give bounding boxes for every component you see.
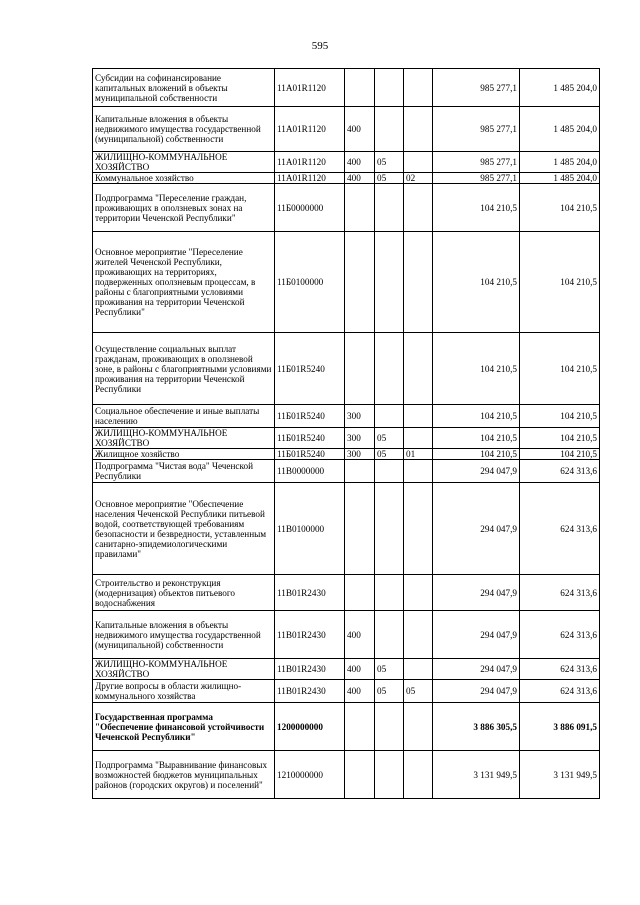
section-code — [375, 611, 404, 659]
amount-year-1: 985 277,1 — [433, 107, 520, 152]
table-row — [93, 173, 600, 184]
row-name: Капитальные вложения в объекты недвижимого имущества государственной (муниципальной) собственности — [93, 107, 275, 152]
expense-type-code: 400 — [345, 173, 375, 184]
target-article-code: 11В0100000 — [275, 483, 345, 575]
row-name: ЖИЛИЩНО-КОММУНАЛЬНОЕ ХОЗЯЙСТВО — [93, 428, 275, 449]
subsection-code — [404, 575, 433, 611]
subsection-code — [404, 483, 433, 575]
table-row — [93, 69, 600, 107]
amount-year-2: 624 313,6 — [520, 611, 600, 659]
expense-type-code: 300 — [345, 405, 375, 428]
amount-year-2: 1 485 204,0 — [520, 173, 600, 184]
budget-table — [92, 68, 600, 799]
expense-type-code — [345, 460, 375, 483]
target-article-code: 11Б01R5240 — [275, 449, 345, 460]
row-name: Подпрограмма "Переселение граждан, проживающих в оползневых зонах на территории Чеченской Республики" — [93, 184, 275, 232]
section-code — [375, 575, 404, 611]
subsection-code — [404, 659, 433, 680]
subsection-code — [404, 428, 433, 449]
target-article-code: 11В0000000 — [275, 460, 345, 483]
row-name: Государственная программа "Обеспечение финансовой устойчивости Чеченской Республики" — [93, 703, 275, 751]
subsection-code — [404, 611, 433, 659]
subsection-code — [404, 152, 433, 173]
target-article-code: 11А01R1120 — [275, 173, 345, 184]
target-article-code: 11Б0000000 — [275, 184, 345, 232]
table-row — [93, 449, 600, 460]
section-code — [375, 333, 404, 405]
subsection-code — [404, 107, 433, 152]
table-row — [93, 575, 600, 611]
subsection-code: 01 — [404, 449, 433, 460]
section-code — [375, 751, 404, 799]
subsection-code — [404, 460, 433, 483]
subsection-code: 02 — [404, 173, 433, 184]
row-name: Социальное обеспечение и иные выплаты населению — [93, 405, 275, 428]
amount-year-1: 985 277,1 — [433, 69, 520, 107]
target-article-code: 11Б01R5240 — [275, 405, 345, 428]
subsection-code: 05 — [404, 680, 433, 703]
table-row — [93, 611, 600, 659]
table-row — [93, 680, 600, 703]
expense-type-code — [345, 703, 375, 751]
section-code — [375, 232, 404, 333]
amount-year-2: 1 485 204,0 — [520, 107, 600, 152]
amount-year-1: 294 047,9 — [433, 575, 520, 611]
table-row — [93, 460, 600, 483]
expense-type-code — [345, 751, 375, 799]
amount-year-1: 104 210,5 — [433, 449, 520, 460]
amount-year-2: 3 131 949,5 — [520, 751, 600, 799]
amount-year-1: 294 047,9 — [433, 460, 520, 483]
subsection-code — [404, 333, 433, 405]
table-row — [93, 751, 600, 799]
page-number: 595 — [311, 40, 329, 52]
amount-year-2: 624 313,6 — [520, 483, 600, 575]
section-code: 05 — [375, 659, 404, 680]
amount-year-1: 294 047,9 — [433, 659, 520, 680]
subsection-code — [404, 232, 433, 333]
target-article-code: 11В01R2430 — [275, 680, 345, 703]
section-code — [375, 69, 404, 107]
section-code: 05 — [375, 428, 404, 449]
expense-type-code — [345, 232, 375, 333]
amount-year-2: 104 210,5 — [520, 449, 600, 460]
section-code: 05 — [375, 173, 404, 184]
amount-year-2: 624 313,6 — [520, 460, 600, 483]
row-name: Жилищное хозяйство — [93, 449, 275, 460]
target-article-code: 1210000000 — [275, 751, 345, 799]
amount-year-2: 624 313,6 — [520, 680, 600, 703]
section-code — [375, 703, 404, 751]
row-name: Подпрограмма "Чистая вода" Чеченской Республики — [93, 460, 275, 483]
target-article-code: 11А01R1120 — [275, 152, 345, 173]
expense-type-code — [345, 575, 375, 611]
amount-year-2: 624 313,6 — [520, 575, 600, 611]
amount-year-2: 104 210,5 — [520, 333, 600, 405]
table-row — [93, 232, 600, 333]
expense-type-code — [345, 184, 375, 232]
section-code: 05 — [375, 152, 404, 173]
section-code: 05 — [375, 680, 404, 703]
row-name: Осуществление социальных выплат гражданам, проживающих в оползневой зоне, в районы с благоприятными условиями проживания на территории Чеченской Республики — [93, 333, 275, 405]
section-code: 05 — [375, 449, 404, 460]
table-row — [93, 152, 600, 173]
target-article-code: 11В01R2430 — [275, 575, 345, 611]
amount-year-1: 3 886 305,5 — [433, 703, 520, 751]
amount-year-2: 104 210,5 — [520, 184, 600, 232]
target-article-code: 11Б0100000 — [275, 232, 345, 333]
expense-type-code — [345, 483, 375, 575]
target-article-code: 1200000000 — [275, 703, 345, 751]
section-code — [375, 483, 404, 575]
subsection-code — [404, 405, 433, 428]
table-row — [93, 107, 600, 152]
target-article-code: 11Б01R5240 — [275, 333, 345, 405]
amount-year-1: 294 047,9 — [433, 680, 520, 703]
expense-type-code — [345, 333, 375, 405]
subsection-code — [404, 703, 433, 751]
section-code — [375, 184, 404, 232]
row-name: Коммунальное хозяйство — [93, 173, 275, 184]
amount-year-1: 3 131 949,5 — [433, 751, 520, 799]
amount-year-1: 294 047,9 — [433, 611, 520, 659]
row-name: Другие вопросы в области жилищно-коммунального хозяйства — [93, 680, 275, 703]
section-code — [375, 107, 404, 152]
row-name: ЖИЛИЩНО-КОММУНАЛЬНОЕ ХОЗЯЙСТВО — [93, 152, 275, 173]
subsection-code — [404, 751, 433, 799]
expense-type-code: 400 — [345, 680, 375, 703]
row-name: Подпрограмма "Выравнивание финансовых возможностей бюджетов муниципальных районов (городских округов) и поселений" — [93, 751, 275, 799]
table-row — [93, 703, 600, 751]
target-article-code: 11А01R1120 — [275, 107, 345, 152]
subsection-code — [404, 184, 433, 232]
target-article-code: 11Б01R5240 — [275, 428, 345, 449]
amount-year-1: 104 210,5 — [433, 405, 520, 428]
amount-year-2: 1 485 204,0 — [520, 69, 600, 107]
row-name: Капитальные вложения в объекты недвижимого имущества государственной (муниципальной) собственности — [93, 611, 275, 659]
expense-type-code: 300 — [345, 428, 375, 449]
subsection-code — [404, 69, 433, 107]
target-article-code: 11В01R2430 — [275, 611, 345, 659]
expense-type-code: 400 — [345, 107, 375, 152]
table-row — [93, 184, 600, 232]
table-row — [93, 483, 600, 575]
table-row — [93, 405, 600, 428]
amount-year-2: 624 313,6 — [520, 659, 600, 680]
amount-year-1: 294 047,9 — [433, 483, 520, 575]
row-name: Основное мероприятие "Обеспечение населения Чеченской Республики питьевой водой, соответствующей требованиям безопасности и безвредности, уставленным санитарно-эпидемиологическими правилами" — [93, 483, 275, 575]
section-code — [375, 405, 404, 428]
amount-year-1: 104 210,5 — [433, 428, 520, 449]
amount-year-2: 3 886 091,5 — [520, 703, 600, 751]
amount-year-2: 104 210,5 — [520, 405, 600, 428]
target-article-code: 11В01R2430 — [275, 659, 345, 680]
table-row — [93, 428, 600, 449]
expense-type-code: 400 — [345, 611, 375, 659]
row-name: Основное мероприятие "Переселение жителей Чеченской Республики, проживающих на территориях, подверженных оползневым процессам, в районы с благоприятными условиями проживания на территории Чеченской Республики" — [93, 232, 275, 333]
amount-year-1: 985 277,1 — [433, 152, 520, 173]
row-name: Строительство и реконструкция (модернизация) объектов питьевого водоснабжения — [93, 575, 275, 611]
amount-year-1: 104 210,5 — [433, 232, 520, 333]
amount-year-1: 104 210,5 — [433, 333, 520, 405]
row-name: Субсидии на софинансирование капитальных вложений в объекты муниципальной собственности — [93, 69, 275, 107]
section-code — [375, 460, 404, 483]
expense-type-code: 400 — [345, 659, 375, 680]
amount-year-1: 104 210,5 — [433, 184, 520, 232]
amount-year-1: 985 277,1 — [433, 173, 520, 184]
table-row — [93, 333, 600, 405]
amount-year-2: 104 210,5 — [520, 232, 600, 333]
expense-type-code: 300 — [345, 449, 375, 460]
amount-year-2: 104 210,5 — [520, 428, 600, 449]
target-article-code: 11А01R1120 — [275, 69, 345, 107]
amount-year-2: 1 485 204,0 — [520, 152, 600, 173]
table-row — [93, 659, 600, 680]
expense-type-code: 400 — [345, 152, 375, 173]
expense-type-code — [345, 69, 375, 107]
row-name: ЖИЛИЩНО-КОММУНАЛЬНОЕ ХОЗЯЙСТВО — [93, 659, 275, 680]
